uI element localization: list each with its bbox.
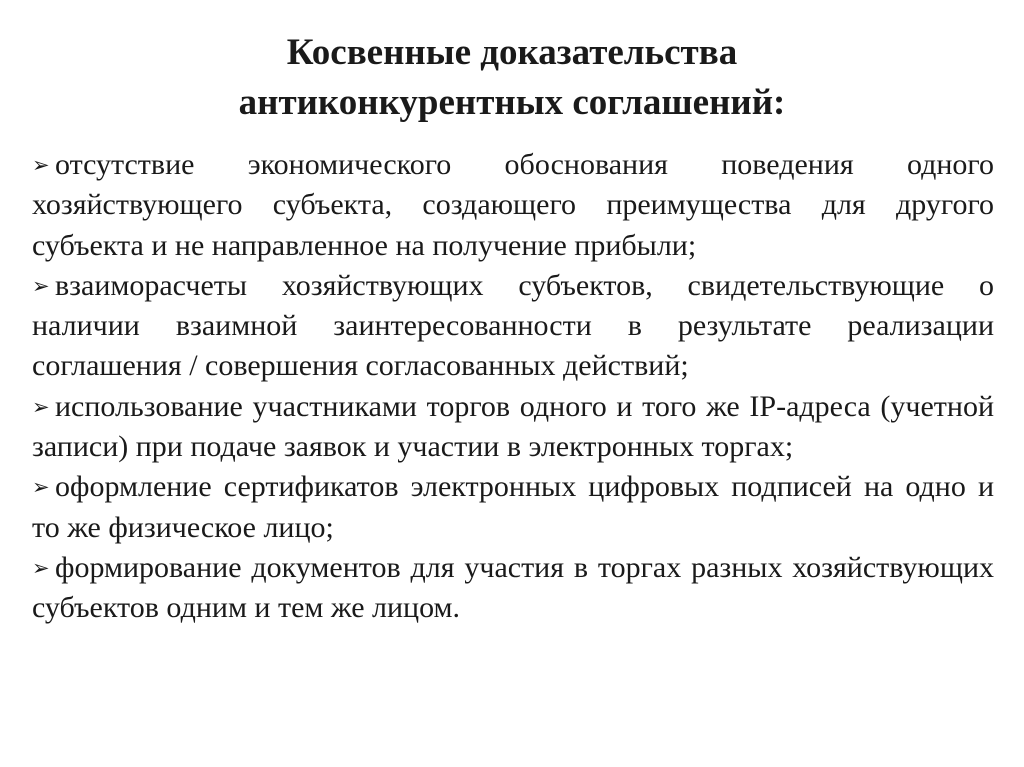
arrowhead-bullet-icon: ➢: [32, 394, 50, 419]
slide-title-line-1: Косвенные доказательства: [286, 32, 738, 73]
list-item: [32, 266, 994, 387]
list-item-text: оформление сертификатов электронных цифровых подписей на одно и то же физическое лицо;: [32, 470, 994, 544]
arrowhead-bullet-icon: ➢: [32, 153, 50, 177]
list-item-text: использование участниками торгов одного и того же IP-адреса (учетной записи) при подаче заявок и участии в электронных торгах;: [32, 389, 994, 464]
list-item: [32, 387, 994, 468]
list-item-text: формирование документов для участия в торгах разных хозяйствующих субъектов одним и тем же лицом.: [32, 550, 994, 625]
slide-title: [90, 28, 934, 128]
slide-title-line-2: антиконкурентных соглашений:: [238, 82, 786, 123]
list-item-text: отсутствие экономического обоснования поведения одного хозяйствующего субъекта, создающего преимущества для другого субъекта и не направленное на получение прибыли;: [32, 148, 994, 262]
arrowhead-bullet-icon: ➢: [32, 555, 50, 580]
arrowhead-bullet-icon: ➢: [32, 273, 50, 298]
list-item-text: взаиморасчеты хозяйствующих субъектов, свидетельствующие о наличии взаимной заинтересованности в результате реализации соглашения / совершения согласованных действий;: [32, 268, 994, 383]
list-item: [32, 145, 994, 266]
list-item: [32, 548, 994, 629]
list-item: [32, 467, 994, 548]
arrowhead-bullet-icon: ➢: [32, 475, 50, 500]
evidence-list: [32, 145, 994, 629]
